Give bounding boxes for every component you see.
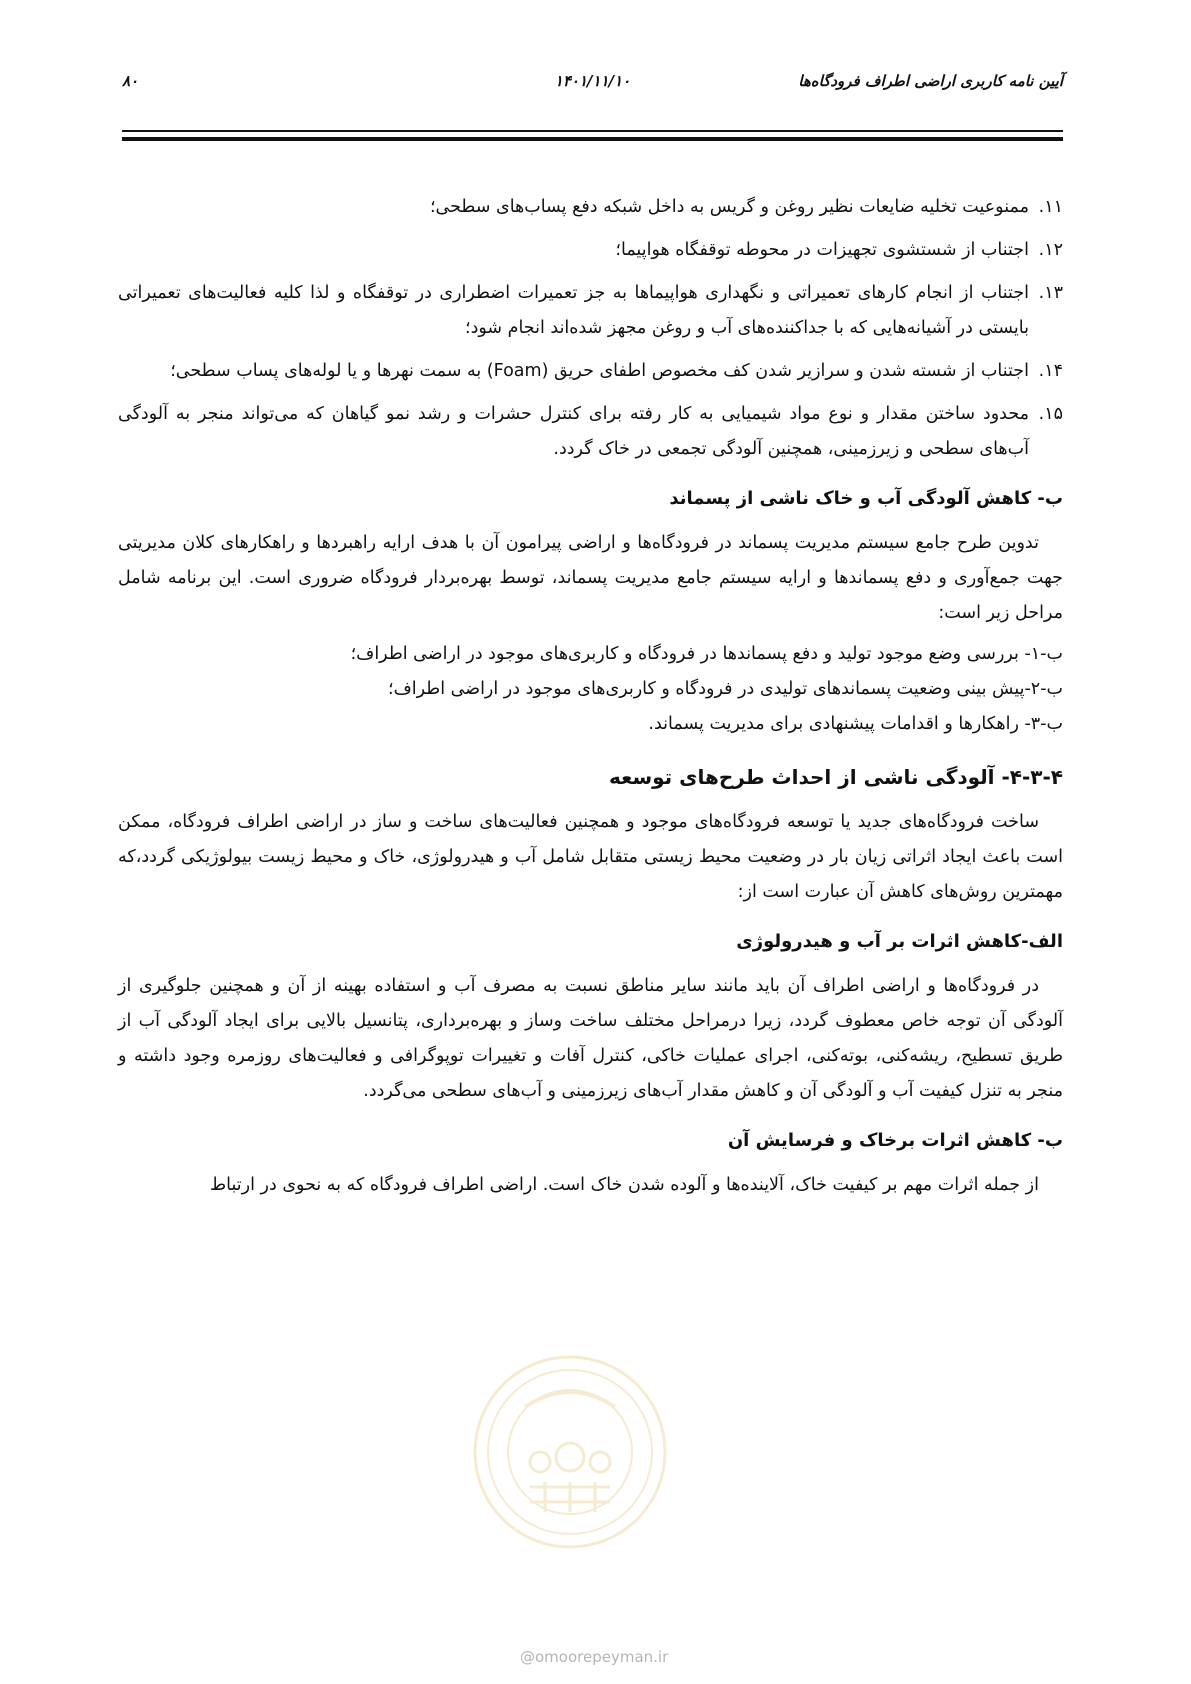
list-item-text: اجتناب از انجام کارهای تعمیراتی و نگهداری هواپیماها به جز تعمیرات اضطراری در توقفگاه و لذا کلیه فعالیت‌های تعمیراتی بایستی در آشیانه‌هایی که با جداکننده‌های آب و روغن مجهز شده‌اند انجام شود؛ (118, 283, 1029, 338)
list-item (118, 276, 1063, 346)
list-item-number: ۱۳. (1038, 283, 1063, 303)
page-number: ۸۰ (122, 72, 139, 90)
list-item-text: محدود ساختن مقدار و نوع مواد شیمیایی به کار رفته برای کنترل حشرات و رشد نمو گیاهان که می‌تواند منجر به آلودگی آب‌های سطحی و زیرزمینی، همچنین آلودگی تجمعی در خاک گردد. (118, 404, 1029, 459)
list-item (118, 233, 1063, 268)
list-item (118, 397, 1063, 467)
document-body (118, 190, 1063, 1209)
list-item (118, 354, 1063, 389)
header-title: آیین نامه کاربری اراضی اطراف فرودگاه‌ها (798, 72, 1063, 90)
list-item-text: ممنوعیت تخلیه ضایعات نظیر روغن و گریس به داخل شبکه دفع پساب‌های سطحی؛ (429, 197, 1029, 217)
section-heading: ب- کاهش آلودگی آب و خاک ناشی از پسماند (669, 488, 1063, 509)
section-paragraph: ساخت فرودگاه‌های جدید یا توسعه فرودگاه‌های موجود و همچنین فعالیت‌های ساخت و ساز در اراضی اطراف فرودگاه، ممکن است باعث ایجاد اثراتی زیان بار در وضعیت محیط زیستی متقابل شامل آب و هیدرولوژی، خاک و محیط زیست بیولوژیکی گردد،که مهمترین روش‌های کاهش آن عبارت است از: (118, 812, 1063, 902)
list-item-number: ۱۱. (1038, 197, 1063, 217)
list-item (118, 190, 1063, 225)
header-rule-thick (122, 137, 1063, 141)
section-heading: ب- کاهش اثرات برخاک و فرسایش آن (727, 1130, 1063, 1151)
list-item-number: ۱۴. (1038, 361, 1063, 381)
list-item-number: ۱۲. (1038, 240, 1063, 260)
watermark-url: @omoorepeyman.ir (520, 1648, 669, 1666)
list-item-text: اجتناب از شسته شدن و سرازیر شدن کف مخصوص اطفای حریق (Foam) به سمت نهرها و یا لوله‌های پساب سطحی؛ (170, 361, 1029, 381)
section-heading: الف-کاهش اثرات بر آب و هیدرولوژی (736, 931, 1063, 952)
list-item-text: اجتناب از شستشوی تجهیزات در محوطه توقفگاه هواپیما؛ (615, 240, 1029, 260)
watermark-logo-icon (470, 1352, 670, 1552)
header-rule-thin (122, 130, 1063, 132)
section-heading: ۴-۳-۴- آلودگی ناشی از احداث طرح‌های توسعه (609, 765, 1063, 789)
list-item-number: ۱۵. (1038, 404, 1063, 424)
sub-item: ب-۳- راهکارها و اقدامات پیشنهادی برای مدیریت پسماند. (648, 714, 1063, 734)
sub-item: ب-۲-پیش بینی وضعیت پسماندهای تولیدی در فرودگاه و کاربری‌های موجود در اراضی اطراف؛ (388, 679, 1063, 699)
section-paragraph: از جمله اثرات مهم بر کیفیت خاک، آلاینده‌ها و آلوده شدن خاک است. اراضی اطراف فرودگاه که به نحوی در ارتباط (209, 1175, 1039, 1195)
section-paragraph: تدوین طرح جامع سیستم مدیریت پسماند در فرودگاه‌ها و اراضی پیرامون آن با هدف ارایه راهبردها و راهکارهای کلان مدیریتی جهت جمع‌آوری و دفع پسماندها و ارایه سیستم جامع مدیریت پسماند، توسط بهره‌بردار فرودگاه ضروری است. این برنامه شامل مراحل زیر است: (118, 533, 1063, 623)
page-header (122, 72, 1063, 102)
header-date: ۱۴۰۱/۱۱/۱۰ (554, 72, 631, 90)
sub-item: ب-۱- بررسی وضع موجود تولید و دفع پسماندها در فرودگاه و کاربری‌های موجود در اراضی اطراف؛ (350, 644, 1063, 664)
section-paragraph: در فرودگاه‌ها و اراضی اطراف آن باید مانند سایر مناطق نسبت به مصرف آب و استفاده بهینه از آن و همچنین جلوگیری از آلودگی آن توجه خاص معطوف گردد، زیرا درمراحل مختلف ساخت وساز و بهره‌برداری، پتانسیل بالایی برای ایجاد آلودگی آب از طریق تسطیح، ریشه‌کنی، بوته‌کنی، اجرای عملیات خاکی، کنترل آفات و تغییرات توپوگرافی و فعالیت‌های روزمره وجود داشته و منجر به تنزل کیفیت آب و آلودگی آن و کاهش مقدار آب‌های زیرزمینی و آب‌های سطحی می‌گردد. (118, 976, 1063, 1101)
